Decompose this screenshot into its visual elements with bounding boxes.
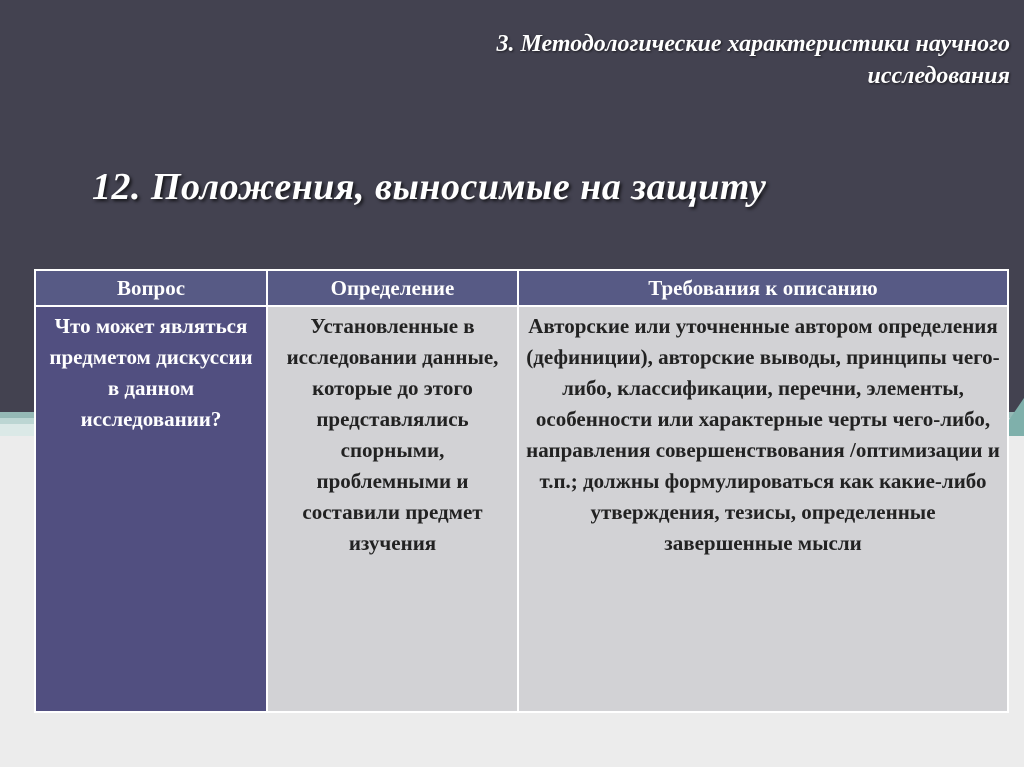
table-row: [35, 306, 1008, 712]
cell-definition: Установленные в исследовании данные, которые до этого представлялись спорными, проблемными и составили предмет изучения: [267, 306, 518, 712]
header-question: Вопрос: [35, 270, 267, 306]
cell-question: Что может являться предметом дискуссии в данном исследовании?: [35, 306, 267, 712]
slide-heading: [190, 28, 1010, 92]
header-definition: Определение: [267, 270, 518, 306]
cell-requirements: Авторские или уточненные автором определения (дефиниции), авторские выводы, принципы чего-либо, классификации, перечни, элементы, особенности или характерные черты чего-либо, направления совершенствования /оптимизации и т.п.; должны формулироваться как какие-либо утверждения, тезисы, определенные завершенные мысли: [518, 306, 1008, 712]
slide-heading-line2: исследования: [867, 63, 1010, 89]
slide-heading-line1: 3. Методологические характеристики научного: [496, 31, 1010, 57]
table-header-row: [35, 270, 1008, 306]
definitions-table: [34, 269, 1009, 713]
header-requirements: Требования к описанию: [518, 270, 1008, 306]
slide-title: 12. Положения, выносимые на защиту: [92, 166, 767, 208]
